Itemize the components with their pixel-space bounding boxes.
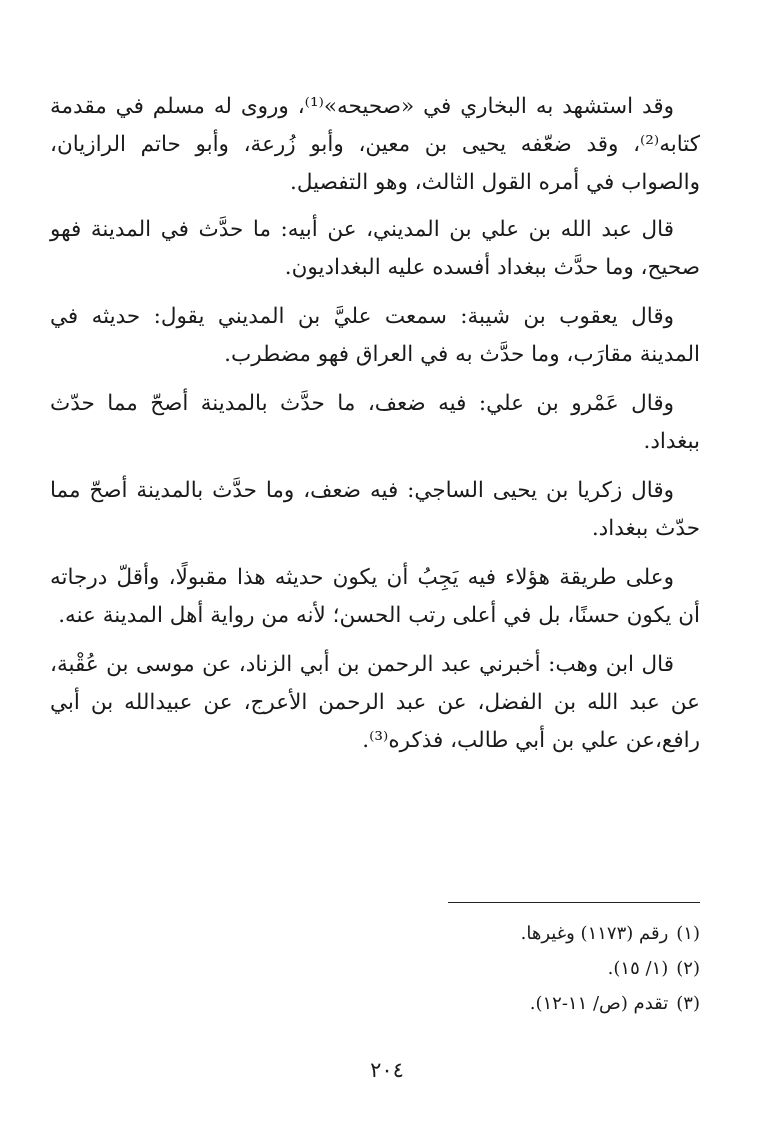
footnote-number: (٢) bbox=[676, 958, 700, 979]
paragraph-6: وعلى طريقة هؤلاء فيه يَجِبُ أن يكون حديثه هذا مقبولًا، وأقلّ درجاته أن يكون حسنًا، بل في أعلى رتب الحسن؛ لأنه من رواية أهل المدينة عنه. bbox=[50, 565, 700, 628]
footnote-3 bbox=[300, 986, 700, 1021]
footnote-1 bbox=[300, 916, 700, 951]
footnotes bbox=[300, 916, 700, 1021]
paragraph-2: قال عبد الله بن علي بن المديني، عن أبيه: ما حدَّث في المدينة فهو صحيح، وما حدَّث ببغداد أفسده عليه البغداديون. bbox=[50, 217, 700, 280]
footnote-2 bbox=[300, 951, 700, 986]
footnote-separator bbox=[448, 902, 700, 903]
paragraph-3: وقال يعقوب بن شيبة: سمعت عليَّ بن المديني يقول: حديثه في المدينة مقارَب، وما حدَّث به في العراق فهو مضطرب. bbox=[50, 304, 700, 367]
footnote-text: رقم (١١٧٣) وغيرها. bbox=[520, 923, 669, 944]
main-text bbox=[50, 88, 700, 771]
footnote-text: (١/ ١٥). bbox=[607, 958, 669, 979]
page-number: ٢٠٤ bbox=[370, 1058, 404, 1082]
footnote-number: (١) bbox=[676, 923, 700, 944]
paragraph-7: قال ابن وهب: أخبرني عبد الرحمن بن أبي الزناد، عن موسى بن عُقْبة، عن عبد الله بن الفضل، عن عبد الرحمن الأعرج، عن عبيدالله بن أبي رافع،عن علي بن أبي طالب، فذكره⁽³⁾. bbox=[50, 652, 700, 753]
footnote-text: تقدم (ص/ ١١-١٢). bbox=[529, 993, 669, 1014]
paragraph-1: وقد استشهد به البخاري في «صحيحه»⁽¹⁾، وروى له مسلم في مقدمة كتابه⁽²⁾، وقد ضعّفه يحيى بن معين، وأبو زُرعة، وأبو حاتم الرازيان، والصواب في أمره القول الثالث، وهو التفصيل. bbox=[50, 94, 700, 195]
paragraph-5: وقال زكريا بن يحيى الساجي: فيه ضعف، وما حدَّث بالمدينة أصحّ مما حدّث ببغداد. bbox=[50, 478, 700, 541]
paragraph-4: وقال عَمْرو بن علي: فيه ضعف، ما حدَّث بالمدينة أصحّ مما حدّث ببغداد. bbox=[50, 391, 700, 454]
footnote-number: (٣) bbox=[676, 993, 700, 1014]
